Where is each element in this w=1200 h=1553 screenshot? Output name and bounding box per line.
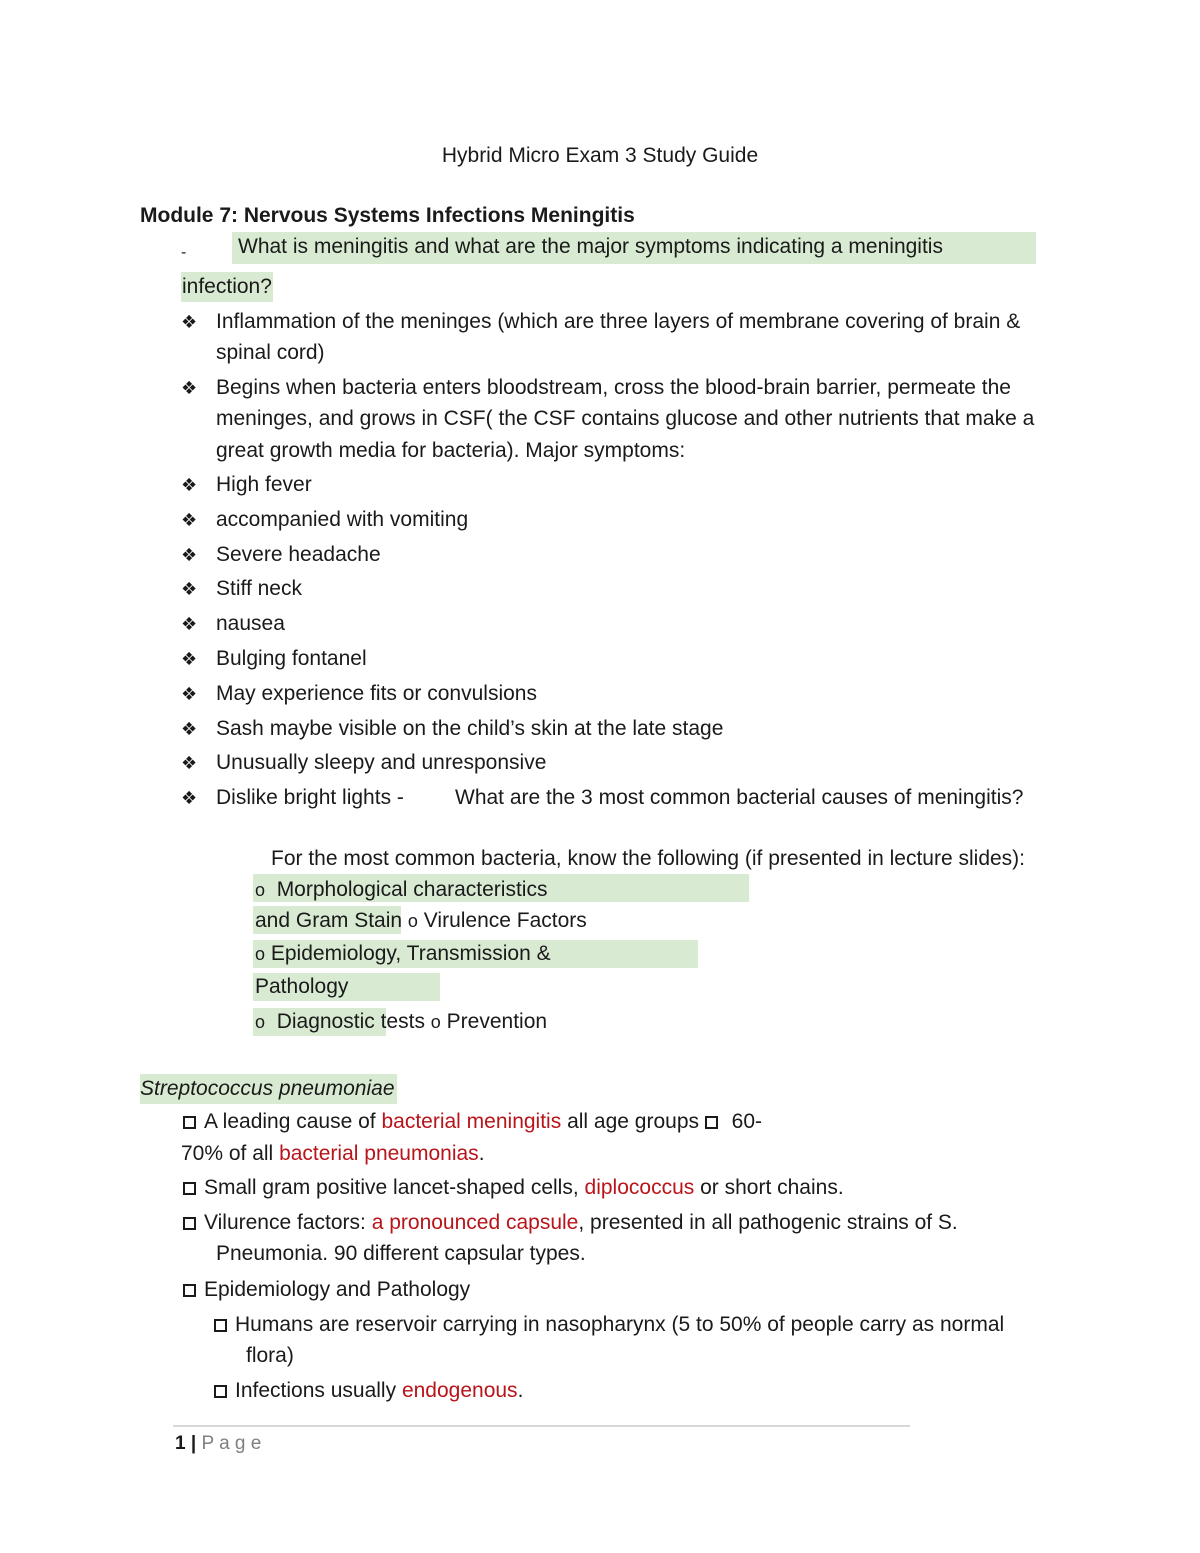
question-1-line-2: infection? bbox=[181, 272, 273, 302]
list-item: Severe headache bbox=[216, 543, 381, 566]
diamond-bullet-icon: ❖ bbox=[181, 614, 198, 634]
know-intro: For the most common bacteria, know the following (if presented in lecture slides): bbox=[271, 847, 1026, 870]
checkbox-bullet-icon bbox=[214, 1319, 227, 1332]
strep-subline-reservoir: Humans are reservoir carrying in nasopharynx (5 to 50% of people carry as normal bbox=[214, 1310, 1004, 1340]
checkbox-bullet-icon bbox=[183, 1284, 196, 1297]
know-item-gram-virulence: and Gram Stain o Virulence Factors bbox=[255, 909, 587, 932]
strep-subline-endogenous: Infections usually endogenous. bbox=[214, 1376, 523, 1406]
diamond-bullet-icon: ❖ bbox=[181, 378, 198, 398]
list-item: accompanied with vomiting bbox=[216, 508, 469, 531]
strep-subline-reservoir-continued: flora) bbox=[246, 1344, 294, 1367]
strep-line-leading-cause: A leading cause of bacterial meningitis all age groups 60- bbox=[183, 1107, 762, 1137]
list-item: Bulging fontanel bbox=[216, 647, 367, 670]
strep-line-virulence-continued: Pneumonia. 90 different capsular types. bbox=[216, 1242, 586, 1265]
diamond-bullet-icon: ❖ bbox=[181, 649, 198, 669]
diamond-bullet-icon: ❖ bbox=[181, 579, 198, 599]
diamond-bullet-icon: ❖ bbox=[181, 753, 198, 773]
question-1-line-1: What is meningitis and what are the major symptoms indicating a meningitis bbox=[232, 232, 1036, 264]
footer-divider bbox=[173, 1425, 910, 1427]
strep-line-virulence: Vilurence factors: a pronounced capsule, presented in all pathogenic strains of S. bbox=[183, 1208, 958, 1238]
organism-heading: Streptococcus pneumoniae bbox=[140, 1074, 397, 1104]
checkbox-bullet-icon bbox=[214, 1385, 227, 1398]
list-item-continued: meninges, and grows in CSF( the CSF contains glucose and other nutrients that make a bbox=[216, 407, 1035, 430]
diamond-bullet-icon: ❖ bbox=[181, 475, 198, 495]
list-item-continued: spinal cord) bbox=[216, 341, 325, 364]
list-item: Stiff neck bbox=[216, 577, 302, 600]
list-item: nausea bbox=[216, 612, 285, 635]
list-item-continued: great growth media for bacteria). Major symptoms: bbox=[216, 439, 686, 462]
strep-line-pneumonias: 70% of all bacterial pneumonias. bbox=[181, 1142, 485, 1165]
know-item-pathology: Pathology bbox=[255, 975, 349, 998]
diamond-bullet-icon: ❖ bbox=[181, 545, 198, 565]
diamond-bullet-icon: ❖ bbox=[181, 719, 198, 739]
module-heading: Module 7: Nervous Systems Infections Meningitis bbox=[140, 204, 635, 227]
diamond-bullet-icon: ❖ bbox=[181, 312, 198, 332]
list-item: Dislike bright lights - bbox=[216, 786, 404, 809]
list-item: Unusually sleepy and unresponsive bbox=[216, 751, 547, 774]
list-item: May experience fits or convulsions bbox=[216, 682, 537, 705]
checkbox-bullet-icon bbox=[705, 1116, 718, 1129]
list-item: Inflammation of the meninges (which are three layers of membrane covering of brain & bbox=[216, 310, 1021, 333]
list-item: Begins when bacteria enters bloodstream, cross the blood-brain barrier, permeate the bbox=[216, 376, 1011, 399]
list-item: Sash maybe visible on the child’s skin at the late stage bbox=[216, 717, 724, 740]
know-item-morphology: o Morphological characteristics bbox=[255, 878, 548, 901]
know-item-diagnostic-prevention: o Diagnostic tests o Prevention bbox=[255, 1010, 548, 1033]
know-item-epidemiology: o Epidemiology, Transmission & bbox=[255, 942, 551, 965]
checkbox-bullet-icon bbox=[183, 1182, 196, 1195]
page-footer: 1 | P a g e bbox=[175, 1433, 262, 1454]
diamond-bullet-icon: ❖ bbox=[181, 788, 198, 808]
question-2: What are the 3 most common bacterial causes of meningitis? bbox=[455, 786, 1024, 809]
list-item: High fever bbox=[216, 473, 312, 496]
strep-line-epidemiology: Epidemiology and Pathology bbox=[183, 1275, 470, 1305]
checkbox-bullet-icon bbox=[183, 1116, 196, 1129]
strep-line-morphology: Small gram positive lancet-shaped cells, diplococcus or short chains. bbox=[183, 1173, 844, 1203]
page-title: Hybrid Micro Exam 3 Study Guide bbox=[441, 144, 759, 167]
diamond-bullet-icon: ❖ bbox=[181, 510, 198, 530]
diamond-bullet-icon: ❖ bbox=[181, 684, 198, 704]
checkbox-bullet-icon bbox=[183, 1217, 196, 1230]
question-dash: - bbox=[181, 244, 187, 261]
